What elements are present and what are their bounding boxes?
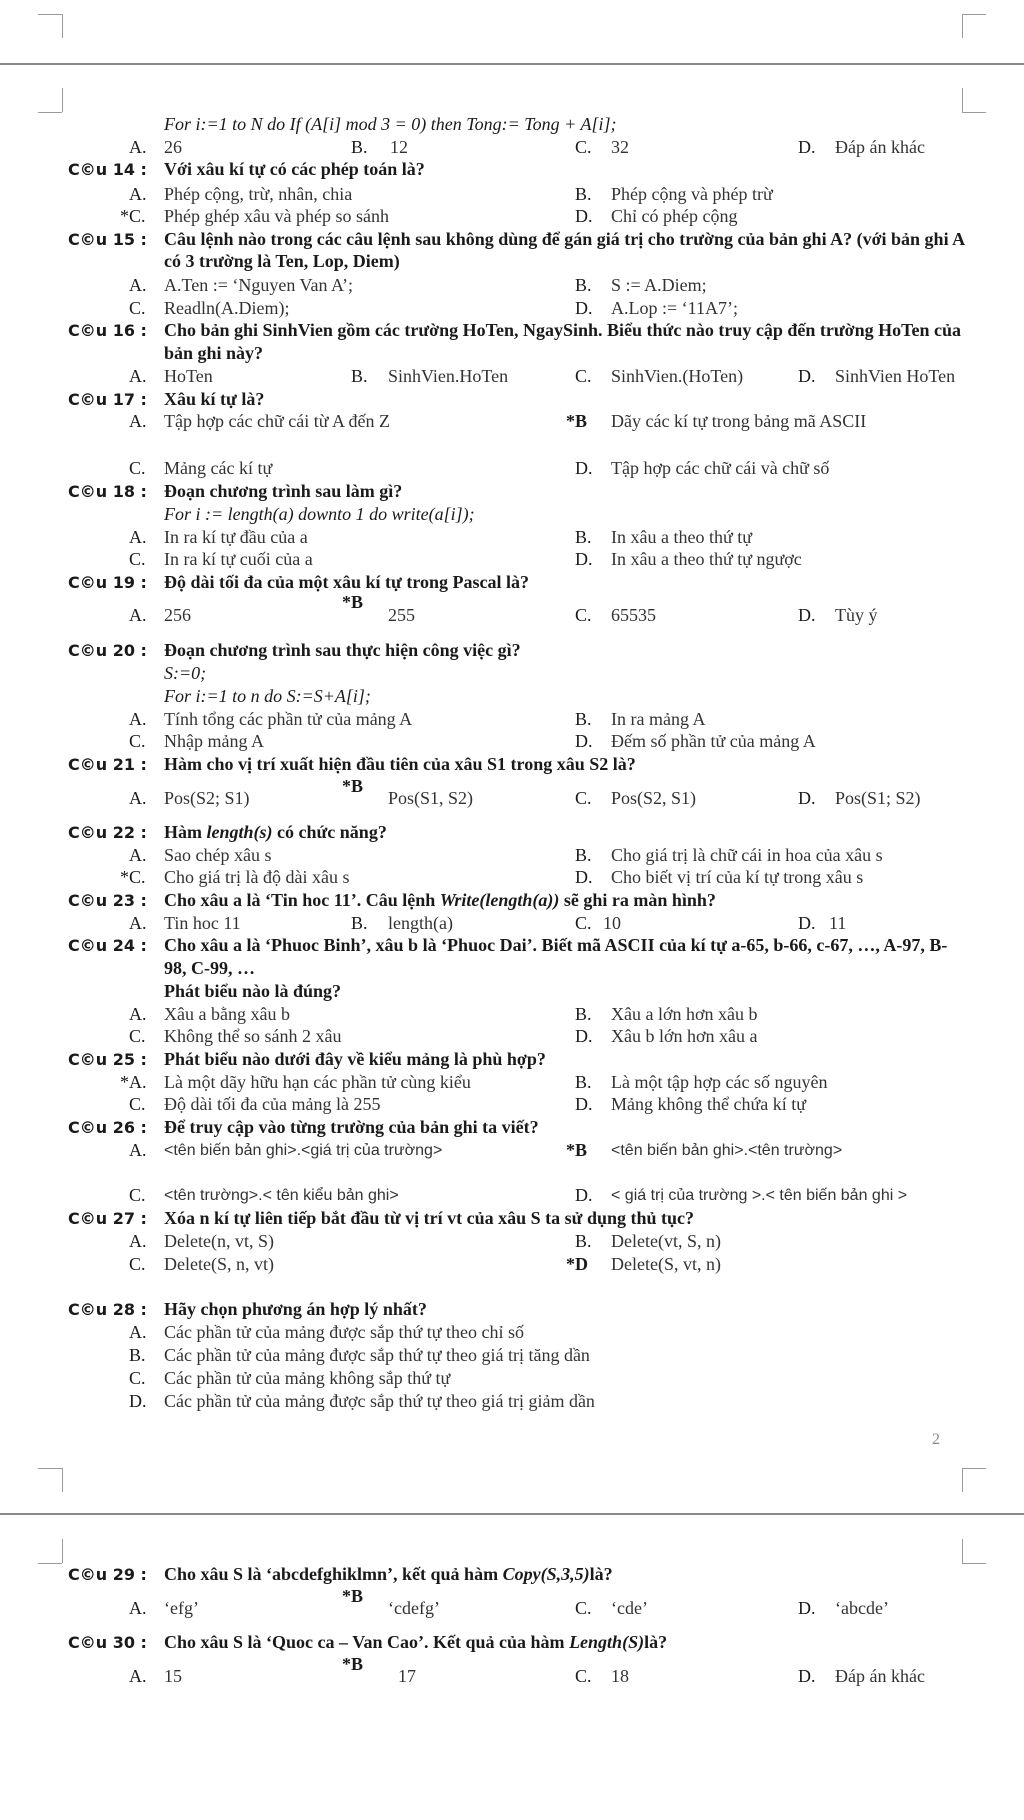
q19-opt-d-label: D. (798, 605, 816, 625)
q13-code: For i:=1 to N do If (A[i] mod 3 = 0) then Tong:= Tong + A[i]; (164, 114, 617, 134)
q22-opt-c-label: *C. (120, 867, 146, 887)
crop-mark-p2-left-h (38, 1563, 62, 1564)
q15-opt-a-label: A. (129, 275, 147, 295)
q19-opt-c: 65535 (611, 605, 656, 625)
crop-mark-bottom-left-h (38, 1468, 62, 1469)
q20-opt-b: In ra mảng A (611, 709, 706, 729)
q22-opt-c: Cho giá trị là độ dài xâu s (164, 867, 350, 887)
q17-opt-c-label: C. (129, 458, 146, 478)
q24-text-line2: 98, C-99, … (164, 958, 255, 978)
q18-opt-d-label: D. (575, 549, 593, 569)
q14-text: Với xâu kí tự có các phép toán là? (164, 159, 425, 179)
q25-opt-d: Mảng không thể chứa kí tự (611, 1094, 806, 1114)
q25-opt-d-label: D. (575, 1094, 593, 1114)
q22-opt-a: Sao chép xâu s (164, 845, 272, 865)
q23-opt-a: Tin hoc 11 (164, 913, 241, 933)
q20-code-line1: S:=0; (164, 663, 207, 683)
crop-mark-top-right-v (962, 14, 963, 38)
crop-mark-p2-right-v (962, 1539, 963, 1563)
q27-opt-a-label: A. (129, 1231, 147, 1251)
q28-opt-b: Các phần tử của mảng được sắp thứ tự theo giá trị tăng dần (164, 1345, 590, 1365)
q22-opt-b-label: B. (575, 845, 592, 865)
q29-opt-c-label: C. (575, 1598, 592, 1618)
crop-mark-left-v (62, 88, 63, 112)
q26-number: C©u 26 : (68, 1118, 147, 1137)
q23-text-a: Cho xâu a là ‘Tin hoc 11’. Câu lệnh (164, 890, 436, 910)
q20-opt-a-label: A. (129, 709, 147, 729)
q24-opt-b: Xâu a lớn hơn xâu b (611, 1004, 758, 1024)
q21-number: C©u 21 : (68, 755, 147, 774)
q26-opt-c: <tên trường>.< tên kiểu bản ghi> (164, 1187, 399, 1204)
q19-number: C©u 19 : (68, 573, 147, 592)
q29-opt-a-label: A. (129, 1598, 147, 1618)
page-separator (0, 63, 1024, 65)
q22-opt-d: Cho biết vị trí của kí tự trong xâu s (611, 867, 864, 887)
crop-mark-right-h (962, 112, 986, 113)
crop-mark-bottom-right-v (962, 1468, 963, 1492)
q29-text-fn: Copy(S,3,5) (502, 1564, 590, 1584)
q27-opt-d-label: *D (566, 1254, 588, 1274)
q25-opt-a: Là một dãy hữu hạn các phần tử cùng kiểu (164, 1072, 471, 1092)
q16-opt-c-label: C. (575, 366, 592, 386)
q14-opt-c: Phép ghép xâu và phép so sánh (164, 206, 389, 226)
q29-text-b: là? (589, 1564, 613, 1584)
q30-opt-a-label: A. (129, 1666, 147, 1686)
q19-opt-b-label: *B (342, 592, 364, 612)
q16-opt-d-label: D. (798, 366, 816, 386)
q26-opt-a: <tên biến bản ghi>.<giá trị của trường> (164, 1142, 443, 1159)
q28-number: C©u 28 : (68, 1300, 147, 1319)
q29-text-a: Cho xâu S là ‘abcdefghiklmn’, kết quả hàm (164, 1564, 499, 1584)
q24-opt-b-label: B. (575, 1004, 592, 1024)
q27-opt-b: Delete(vt, S, n) (611, 1231, 721, 1251)
page-number: 2 (932, 1431, 940, 1448)
q19-opt-b: 255 (388, 605, 415, 625)
q30-opt-a: 15 (164, 1666, 182, 1686)
q14-opt-b-label: B. (575, 184, 592, 204)
q18-opt-a-label: A. (129, 527, 147, 547)
q13-opt-a: 26 (164, 137, 182, 157)
q15-opt-c: Readln(A.Diem); (164, 298, 290, 318)
q26-opt-d-label: D. (575, 1185, 593, 1205)
q22-opt-d-label: D. (575, 867, 593, 887)
q14-opt-d-label: D. (575, 206, 593, 226)
q25-opt-b: Là một tập hợp các số nguyên (611, 1072, 828, 1092)
q29-opt-c: ‘cde’ (611, 1598, 648, 1618)
q14-opt-a-label: A. (129, 184, 147, 204)
q13-opt-d-label: D. (798, 137, 816, 157)
q15-opt-b: S := A.Diem; (611, 275, 707, 295)
q16-opt-d: SinhVien HoTen (835, 366, 956, 386)
crop-mark-p2-left-v (62, 1539, 63, 1563)
q13-opt-c: 32 (611, 137, 629, 157)
q18-opt-a: In ra kí tự đầu của a (164, 527, 308, 547)
q21-text: Hàm cho vị trí xuất hiện đầu tiên của xâu S1 trong xâu S2 là? (164, 754, 636, 774)
q17-number: C©u 17 : (68, 390, 147, 409)
q22-opt-a-label: A. (129, 845, 147, 865)
q15-opt-d-label: D. (575, 298, 593, 318)
q15-number: C©u 15 : (68, 230, 147, 249)
q20-opt-c: Nhập mảng A (164, 731, 264, 751)
q18-code: For i := length(a) downto 1 do write(a[i]); (164, 504, 475, 524)
q16-opt-b-label: B. (351, 366, 368, 386)
q27-opt-c: Delete(S, n, vt) (164, 1254, 274, 1274)
q30-text-fn: Length(S) (569, 1632, 645, 1652)
q22-number: C©u 22 : (68, 823, 147, 842)
q17-opt-d: Tập hợp các chữ cái và chữ số (611, 458, 830, 478)
q30-text (164, 1632, 667, 1653)
q13-opt-c-label: C. (575, 137, 592, 157)
q22-text-a: Hàm (164, 822, 202, 842)
q27-opt-a: Delete(n, vt, S) (164, 1231, 274, 1251)
q27-opt-c-label: C. (129, 1254, 146, 1274)
q25-opt-a-label: *A. (120, 1072, 147, 1092)
q18-opt-c: In ra kí tự cuối của a (164, 549, 313, 569)
q17-opt-d-label: D. (575, 458, 593, 478)
q24-opt-a: Xâu a bằng xâu b (164, 1004, 290, 1024)
crop-mark-bottom-right-h (962, 1468, 986, 1469)
q30-text-b: là? (644, 1632, 668, 1652)
q13-opt-d: Đáp án khác (835, 137, 925, 157)
q30-opt-b-label: *B (342, 1654, 364, 1674)
q17-opt-b: Dãy các kí tự trong bảng mã ASCII (611, 411, 867, 431)
q28-opt-c-label: C. (129, 1368, 146, 1388)
q16-opt-b: SinhVien.HoTen (388, 366, 509, 386)
q25-number: C©u 25 : (68, 1050, 147, 1069)
q17-opt-c: Mảng các kí tự (164, 458, 273, 478)
q23-opt-b-label: B. (351, 913, 368, 933)
q27-number: C©u 27 : (68, 1209, 147, 1228)
q23-text (164, 890, 716, 911)
q15-opt-a: A.Ten := ‘Nguyen Van A’; (164, 275, 354, 295)
q29-opt-d: ‘abcde’ (835, 1598, 889, 1618)
q21-opt-c-label: C. (575, 788, 592, 808)
q20-code-line2: For i:=1 to n do S:=S+A[i]; (164, 686, 371, 706)
q14-number: C©u 14 : (68, 160, 147, 179)
q23-opt-b: length(a) (388, 913, 453, 933)
q21-opt-b-label: *B (342, 776, 364, 796)
q15-text-line1: Câu lệnh nào trong các câu lệnh sau không dùng để gán giá trị cho trường của bản ghi A? (với bản ghi A (164, 229, 966, 249)
q15-text-line2: có 3 trường là Ten, Lop, Diem) (164, 251, 400, 271)
q30-opt-c-label: C. (575, 1666, 592, 1686)
q14-opt-d: Chỉ có phép cộng (611, 206, 738, 226)
q23-text-fn: Write(length(a)) (439, 890, 560, 910)
q14-opt-a: Phép cộng, trừ, nhân, chia (164, 184, 353, 204)
q16-number: C©u 16 : (68, 321, 147, 340)
q14-opt-c-label: *C. (120, 206, 146, 226)
q24-opt-d: Xâu b lớn hơn xâu a (611, 1026, 758, 1046)
q18-opt-c-label: C. (129, 549, 146, 569)
q28-opt-a-label: A. (129, 1322, 147, 1342)
q22-text (164, 822, 387, 843)
q21-opt-d: Pos(S1; S2) (835, 788, 921, 808)
q24-opt-d-label: D. (575, 1026, 593, 1046)
q18-text: Đoạn chương trình sau làm gì? (164, 481, 403, 501)
q28-text: Hãy chọn phương án hợp lý nhất? (164, 1299, 427, 1319)
q21-opt-a: Pos(S2; S1) (164, 788, 250, 808)
q15-opt-c-label: C. (129, 298, 146, 318)
q19-opt-c-label: C. (575, 605, 592, 625)
q29-opt-b: ‘cdefg’ (388, 1598, 440, 1618)
q16-opt-a-label: A. (129, 366, 147, 386)
q23-opt-c: 10 (603, 913, 621, 933)
page-break-separator (0, 1513, 1024, 1515)
q18-opt-d: In xâu a theo thứ tự ngược (611, 549, 802, 569)
q28-opt-d-label: D. (129, 1391, 147, 1411)
q24-text-line1: Cho xâu a là ‘Phuoc Binh’, xâu b là ‘Phuoc Dai’. Biết mã ASCII của kí tự a-65, b-66, c-67, …, A-97, B- (164, 935, 948, 955)
q30-opt-d-label: D. (798, 1666, 816, 1686)
q21-opt-c: Pos(S2, S1) (611, 788, 697, 808)
q17-opt-a: Tập hợp các chữ cái từ A đến Z (164, 411, 390, 431)
q20-opt-d: Đếm số phần tử của mảng A (611, 731, 816, 751)
q19-text: Độ dài tối đa của một xâu kí tự trong Pascal là? (164, 572, 529, 592)
q26-opt-d: < giá trị của trường >.< tên biến bản ghi > (611, 1187, 908, 1204)
q23-opt-c-label: C. (575, 913, 592, 933)
q17-opt-b-label: *B (566, 411, 588, 431)
q13-opt-a-label: A. (129, 137, 147, 157)
q30-opt-c: 18 (611, 1666, 629, 1686)
q17-text: Xâu kí tự là? (164, 389, 265, 409)
q20-text: Đoạn chương trình sau thực hiện công việc gì? (164, 640, 521, 660)
q24-opt-a-label: A. (129, 1004, 147, 1024)
q26-opt-c-label: C. (129, 1185, 146, 1205)
q19-opt-a-label: A. (129, 605, 147, 625)
q23-opt-d-label: D. (798, 913, 816, 933)
q18-opt-b: In xâu a theo thứ tự (611, 527, 752, 547)
q19-opt-a: 256 (164, 605, 191, 625)
q28-opt-a: Các phần tử của mảng được sắp thứ tự theo chỉ số (164, 1322, 524, 1342)
q27-text: Xóa n kí tự liên tiếp bắt đầu từ vị trí vt của xâu S ta sử dụng thủ tục? (164, 1208, 694, 1228)
q27-opt-d: Delete(S, vt, n) (611, 1254, 721, 1274)
q24-number: C©u 24 : (68, 936, 147, 955)
q30-opt-d: Đáp án khác (835, 1666, 925, 1686)
q28-opt-d: Các phần tử của mảng được sắp thứ tự theo giá trị giảm dần (164, 1391, 595, 1411)
q23-text-b: sẽ ghi ra màn hình? (563, 890, 716, 910)
q19-opt-d: Tùy ý (835, 605, 878, 625)
crop-mark-left-h (38, 112, 62, 113)
q30-opt-b: 17 (398, 1666, 416, 1686)
q26-text: Để truy cập vào từng trường của bản ghi ta viết? (164, 1117, 539, 1137)
q21-opt-d-label: D. (798, 788, 816, 808)
q27-opt-b-label: B. (575, 1231, 592, 1251)
q16-opt-c: SinhVien.(HoTen) (611, 366, 744, 386)
q18-opt-b-label: B. (575, 527, 592, 547)
q26-opt-a-label: A. (129, 1140, 147, 1160)
crop-mark-top-left-v (62, 14, 63, 38)
q20-opt-a: Tính tổng các phần tử của mảng A (164, 709, 413, 729)
q30-text-a: Cho xâu S là ‘Quoc ca – Van Cao’. Kết quả của hàm (164, 1632, 565, 1652)
q20-opt-c-label: C. (129, 731, 146, 751)
q20-opt-d-label: D. (575, 731, 593, 751)
q29-opt-d-label: D. (798, 1598, 816, 1618)
q24-opt-c: Không thể so sánh 2 xâu (164, 1026, 342, 1046)
q16-text-line1: Cho bản ghi SinhVien gồm các trường HoTen, NgaySinh. Biểu thức nào truy cập đến trường HoTen của (164, 320, 961, 340)
q15-opt-b-label: B. (575, 275, 592, 295)
q26-opt-b-label: *B (566, 1140, 588, 1160)
crop-mark-top-right-h (962, 14, 986, 15)
q17-opt-a-label: A. (129, 411, 147, 431)
q15-opt-d: A.Lop := ‘11A7’; (611, 298, 738, 318)
q20-opt-b-label: B. (575, 709, 592, 729)
q18-number: C©u 18 : (68, 482, 147, 501)
q28-opt-c: Các phần tử của mảng không sắp thứ tự (164, 1368, 451, 1388)
q25-opt-b-label: B. (575, 1072, 592, 1092)
q24-text-line3: Phát biểu nào là đúng? (164, 981, 342, 1001)
q16-opt-a: HoTen (164, 366, 213, 386)
q24-opt-c-label: C. (129, 1026, 146, 1046)
crop-mark-right-v (962, 88, 963, 112)
q23-opt-d: 11 (829, 913, 847, 933)
crop-mark-top-left-h (38, 14, 62, 15)
q16-text-line2: bản ghi này? (164, 343, 264, 363)
q22-text-b: có chức năng? (277, 822, 387, 842)
q25-opt-c-label: C. (129, 1094, 146, 1114)
q29-opt-b-label: *B (342, 1586, 364, 1606)
q14-opt-b: Phép cộng và phép trừ (611, 184, 773, 204)
q30-number: C©u 30 : (68, 1633, 147, 1652)
q13-opt-b: 12 (390, 137, 408, 157)
crop-mark-bottom-left-v (62, 1468, 63, 1492)
q20-number: C©u 20 : (68, 641, 147, 660)
q22-opt-b: Cho giá trị là chữ cái in hoa của xâu s (611, 845, 883, 865)
q13-opt-b-label: B. (351, 137, 368, 157)
q29-text (164, 1564, 613, 1585)
q29-number: C©u 29 : (68, 1565, 147, 1584)
q23-number: C©u 23 : (68, 891, 147, 910)
q28-opt-b-label: B. (129, 1345, 146, 1365)
q23-opt-a-label: A. (129, 913, 147, 933)
q21-opt-b: Pos(S1, S2) (388, 788, 474, 808)
q29-opt-a: ‘efg’ (164, 1598, 199, 1618)
crop-mark-p2-right-h (962, 1563, 986, 1564)
q25-opt-c: Độ dài tối đa của mảng là 255 (164, 1094, 381, 1114)
q25-text: Phát biểu nào dưới đây về kiểu mảng là phù hợp? (164, 1049, 546, 1069)
q26-opt-b: <tên biến bản ghi>.<tên trường> (611, 1142, 843, 1159)
q21-opt-a-label: A. (129, 788, 147, 808)
q22-text-fn: length(s) (206, 822, 273, 842)
